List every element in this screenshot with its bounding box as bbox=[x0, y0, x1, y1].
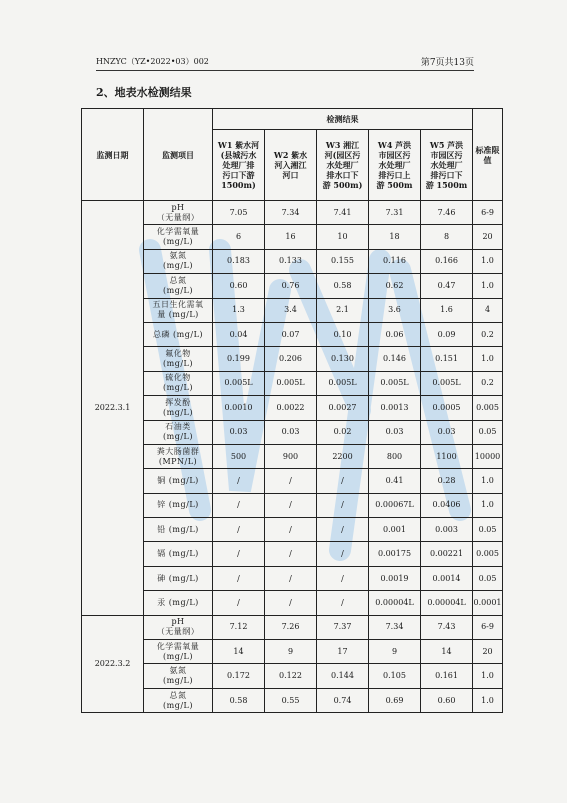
value-cell: 0.151 bbox=[421, 347, 473, 371]
value-cell: 0.161 bbox=[421, 664, 473, 688]
value-cell: 0.76 bbox=[265, 274, 317, 298]
standard-limit-cell: 1.0 bbox=[473, 688, 503, 712]
parameter-cell: 汞 (mg/L) bbox=[144, 591, 213, 615]
value-cell: 0.58 bbox=[213, 688, 265, 712]
parameter-cell: 挥发酚 (mg/L) bbox=[144, 396, 213, 420]
value-cell: 0.60 bbox=[421, 688, 473, 712]
value-cell: 0.122 bbox=[265, 664, 317, 688]
value-cell: / bbox=[317, 518, 369, 542]
column-header-item: 监测项目 bbox=[144, 109, 213, 201]
table-row bbox=[82, 566, 503, 590]
value-cell: 14 bbox=[421, 640, 473, 664]
value-cell: 500 bbox=[213, 444, 265, 468]
value-cell: / bbox=[213, 518, 265, 542]
value-cell: 0.0022 bbox=[265, 396, 317, 420]
value-cell: 0.206 bbox=[265, 347, 317, 371]
value-cell: 6 bbox=[213, 225, 265, 249]
value-cell: 7.26 bbox=[265, 615, 317, 639]
parameter-cell: 镉 (mg/L) bbox=[144, 542, 213, 566]
parameter-cell: 化学需氧量 (mg/L) bbox=[144, 225, 213, 249]
surface-water-results-table bbox=[81, 108, 503, 713]
page-header bbox=[96, 54, 474, 68]
table-body bbox=[82, 201, 503, 713]
table-row bbox=[82, 225, 503, 249]
value-cell: 0.001 bbox=[369, 518, 421, 542]
value-cell: / bbox=[213, 469, 265, 493]
value-cell: 2.1 bbox=[317, 298, 369, 322]
parameter-cell: 砷 (mg/L) bbox=[144, 566, 213, 590]
value-cell: 0.10 bbox=[317, 322, 369, 346]
table-row bbox=[82, 615, 503, 639]
value-cell: 0.00221 bbox=[421, 542, 473, 566]
site-header: W3 湘江 河(园区污 水处理厂 排水口下 游 500m) bbox=[317, 130, 369, 201]
table-row bbox=[82, 371, 503, 395]
standard-limit-cell: 20 bbox=[473, 225, 503, 249]
value-cell: / bbox=[265, 591, 317, 615]
value-cell: 1.3 bbox=[213, 298, 265, 322]
document-number: HNZYC（YZ•2022•03）002 bbox=[96, 57, 209, 66]
site-header: W2 紫水 河入湘江 河口 bbox=[265, 130, 317, 201]
value-cell: 14 bbox=[213, 640, 265, 664]
value-cell: 0.166 bbox=[421, 249, 473, 273]
table-row bbox=[82, 201, 503, 225]
site-header: W4 芦洪 市园区污 水处理厂 排污口上 游 500m bbox=[369, 130, 421, 201]
parameter-cell: 氨氮 (mg/L) bbox=[144, 664, 213, 688]
value-cell: 0.03 bbox=[421, 420, 473, 444]
value-cell: / bbox=[317, 566, 369, 590]
header-divider bbox=[96, 70, 474, 71]
value-cell: 0.183 bbox=[213, 249, 265, 273]
value-cell: 0.07 bbox=[265, 322, 317, 346]
value-cell: 0.00004L bbox=[369, 591, 421, 615]
site-header: W1 紫水河 (县城污水 处理厂排 污口下游 1500m) bbox=[213, 130, 265, 201]
value-cell: 0.41 bbox=[369, 469, 421, 493]
monitoring-date-cell: 2022.3.2 bbox=[82, 615, 144, 713]
table-row bbox=[82, 420, 503, 444]
value-cell: 0.02 bbox=[317, 420, 369, 444]
column-header-results: 检测结果 bbox=[213, 109, 473, 130]
parameter-cell: 总氮 (mg/L) bbox=[144, 688, 213, 712]
value-cell: 0.0027 bbox=[317, 396, 369, 420]
value-cell: / bbox=[265, 518, 317, 542]
value-cell: 0.116 bbox=[369, 249, 421, 273]
value-cell: 0.69 bbox=[369, 688, 421, 712]
value-cell: 1.6 bbox=[421, 298, 473, 322]
table-row bbox=[82, 469, 503, 493]
standard-limit-cell: 10000 bbox=[473, 444, 503, 468]
value-cell: 0.005L bbox=[317, 371, 369, 395]
standard-limit-cell: 0.05 bbox=[473, 566, 503, 590]
table-row bbox=[82, 322, 503, 346]
monitoring-date-cell: 2022.3.1 bbox=[82, 201, 144, 616]
value-cell: 0.146 bbox=[369, 347, 421, 371]
value-cell: 7.37 bbox=[317, 615, 369, 639]
value-cell: 0.00067L bbox=[369, 493, 421, 517]
parameter-cell: 铜 (mg/L) bbox=[144, 469, 213, 493]
parameter-cell: 铅 (mg/L) bbox=[144, 518, 213, 542]
table-row bbox=[82, 518, 503, 542]
value-cell: 0.00004L bbox=[421, 591, 473, 615]
table-row bbox=[82, 298, 503, 322]
value-cell: / bbox=[265, 493, 317, 517]
standard-limit-cell: 0.2 bbox=[473, 322, 503, 346]
value-cell: 10 bbox=[317, 225, 369, 249]
parameter-cell: 总氮 (mg/L) bbox=[144, 274, 213, 298]
standard-limit-cell: 1.0 bbox=[473, 469, 503, 493]
value-cell: 0.133 bbox=[265, 249, 317, 273]
standard-limit-cell: 1.0 bbox=[473, 493, 503, 517]
parameter-cell: pH （无量纲） bbox=[144, 615, 213, 639]
value-cell: 7.31 bbox=[369, 201, 421, 225]
parameter-cell: 氟化物 (mg/L) bbox=[144, 347, 213, 371]
value-cell: 7.46 bbox=[421, 201, 473, 225]
table-row bbox=[82, 542, 503, 566]
value-cell: 1100 bbox=[421, 444, 473, 468]
value-cell: 3.6 bbox=[369, 298, 421, 322]
parameter-cell: 粪大肠菌群 (MPN/L) bbox=[144, 444, 213, 468]
standard-limit-cell: 0.05 bbox=[473, 518, 503, 542]
value-cell: 0.55 bbox=[265, 688, 317, 712]
table-row bbox=[82, 688, 503, 712]
table-row bbox=[82, 640, 503, 664]
table-row bbox=[82, 444, 503, 468]
standard-limit-cell: 6-9 bbox=[473, 201, 503, 225]
value-cell: 9 bbox=[265, 640, 317, 664]
value-cell: 0.04 bbox=[213, 322, 265, 346]
value-cell: 0.06 bbox=[369, 322, 421, 346]
parameter-cell: pH （无量纲） bbox=[144, 201, 213, 225]
value-cell: 0.00175 bbox=[369, 542, 421, 566]
value-cell: 0.0005 bbox=[421, 396, 473, 420]
value-cell: 0.005L bbox=[265, 371, 317, 395]
table-row bbox=[82, 396, 503, 420]
value-cell: / bbox=[317, 591, 369, 615]
value-cell: 0.003 bbox=[421, 518, 473, 542]
page-number: 第7页共13页 bbox=[420, 58, 474, 68]
value-cell: 0.0019 bbox=[369, 566, 421, 590]
standard-limit-cell: 1.0 bbox=[473, 249, 503, 273]
value-cell: 8 bbox=[421, 225, 473, 249]
value-cell: 0.005L bbox=[421, 371, 473, 395]
value-cell: / bbox=[265, 542, 317, 566]
value-cell: 9 bbox=[369, 640, 421, 664]
value-cell: / bbox=[265, 566, 317, 590]
parameter-cell: 化学需氧量 (mg/L) bbox=[144, 640, 213, 664]
value-cell: 0.60 bbox=[213, 274, 265, 298]
standard-limit-cell: 0.0001 bbox=[473, 591, 503, 615]
value-cell: 0.005L bbox=[213, 371, 265, 395]
value-cell: 900 bbox=[265, 444, 317, 468]
value-cell: 0.62 bbox=[369, 274, 421, 298]
table-row bbox=[82, 664, 503, 688]
value-cell: / bbox=[317, 493, 369, 517]
value-cell: 16 bbox=[265, 225, 317, 249]
column-header-standard: 标准限 值 bbox=[473, 109, 503, 201]
value-cell: / bbox=[317, 542, 369, 566]
value-cell: 0.03 bbox=[369, 420, 421, 444]
value-cell: 2200 bbox=[317, 444, 369, 468]
standard-limit-cell: 1.0 bbox=[473, 664, 503, 688]
value-cell: 7.41 bbox=[317, 201, 369, 225]
value-cell: 0.03 bbox=[213, 420, 265, 444]
value-cell: 0.0014 bbox=[421, 566, 473, 590]
parameter-cell: 硫化物 (mg/L) bbox=[144, 371, 213, 395]
value-cell: 0.005L bbox=[369, 371, 421, 395]
value-cell: / bbox=[317, 469, 369, 493]
value-cell: 7.05 bbox=[213, 201, 265, 225]
standard-limit-cell: 0.2 bbox=[473, 371, 503, 395]
standard-limit-cell: 4 bbox=[473, 298, 503, 322]
value-cell: 0.155 bbox=[317, 249, 369, 273]
value-cell: 7.43 bbox=[421, 615, 473, 639]
table-row bbox=[82, 274, 503, 298]
value-cell: / bbox=[213, 493, 265, 517]
value-cell: 0.199 bbox=[213, 347, 265, 371]
value-cell: / bbox=[213, 566, 265, 590]
value-cell: / bbox=[213, 542, 265, 566]
parameter-cell: 五日生化需氧 量 (mg/L) bbox=[144, 298, 213, 322]
value-cell: 0.28 bbox=[421, 469, 473, 493]
value-cell: 0.0010 bbox=[213, 396, 265, 420]
value-cell: 0.47 bbox=[421, 274, 473, 298]
standard-limit-cell: 1.0 bbox=[473, 347, 503, 371]
standard-limit-cell: 1.0 bbox=[473, 274, 503, 298]
parameter-cell: 总磷 (mg/L) bbox=[144, 322, 213, 346]
value-cell: 7.34 bbox=[265, 201, 317, 225]
table-row bbox=[82, 591, 503, 615]
value-cell: 800 bbox=[369, 444, 421, 468]
value-cell: / bbox=[213, 591, 265, 615]
value-cell: 18 bbox=[369, 225, 421, 249]
value-cell: 7.34 bbox=[369, 615, 421, 639]
value-cell: 0.74 bbox=[317, 688, 369, 712]
value-cell: 0.0013 bbox=[369, 396, 421, 420]
value-cell: 0.58 bbox=[317, 274, 369, 298]
value-cell: 3.4 bbox=[265, 298, 317, 322]
value-cell: 0.130 bbox=[317, 347, 369, 371]
section-title: 2、地表水检测结果 bbox=[96, 86, 192, 99]
value-cell: / bbox=[265, 469, 317, 493]
standard-limit-cell: 0.05 bbox=[473, 420, 503, 444]
value-cell: 0.03 bbox=[265, 420, 317, 444]
standard-limit-cell: 0.005 bbox=[473, 542, 503, 566]
parameter-cell: 氨氮 (mg/L) bbox=[144, 249, 213, 273]
value-cell: 0.0406 bbox=[421, 493, 473, 517]
value-cell: 7.12 bbox=[213, 615, 265, 639]
table-row bbox=[82, 493, 503, 517]
value-cell: 0.172 bbox=[213, 664, 265, 688]
standard-limit-cell: 6-9 bbox=[473, 615, 503, 639]
standard-limit-cell: 0.005 bbox=[473, 396, 503, 420]
value-cell: 0.09 bbox=[421, 322, 473, 346]
column-header-date: 监测日期 bbox=[82, 109, 144, 201]
value-cell: 0.105 bbox=[369, 664, 421, 688]
table-row bbox=[82, 249, 503, 273]
parameter-cell: 石油类 (mg/L) bbox=[144, 420, 213, 444]
value-cell: 17 bbox=[317, 640, 369, 664]
table-row bbox=[82, 347, 503, 371]
value-cell: 0.144 bbox=[317, 664, 369, 688]
parameter-cell: 锌 (mg/L) bbox=[144, 493, 213, 517]
site-header: W5 芦洪 市园区污 水处理厂 排污口下 游 1500m bbox=[421, 130, 473, 201]
standard-limit-cell: 20 bbox=[473, 640, 503, 664]
